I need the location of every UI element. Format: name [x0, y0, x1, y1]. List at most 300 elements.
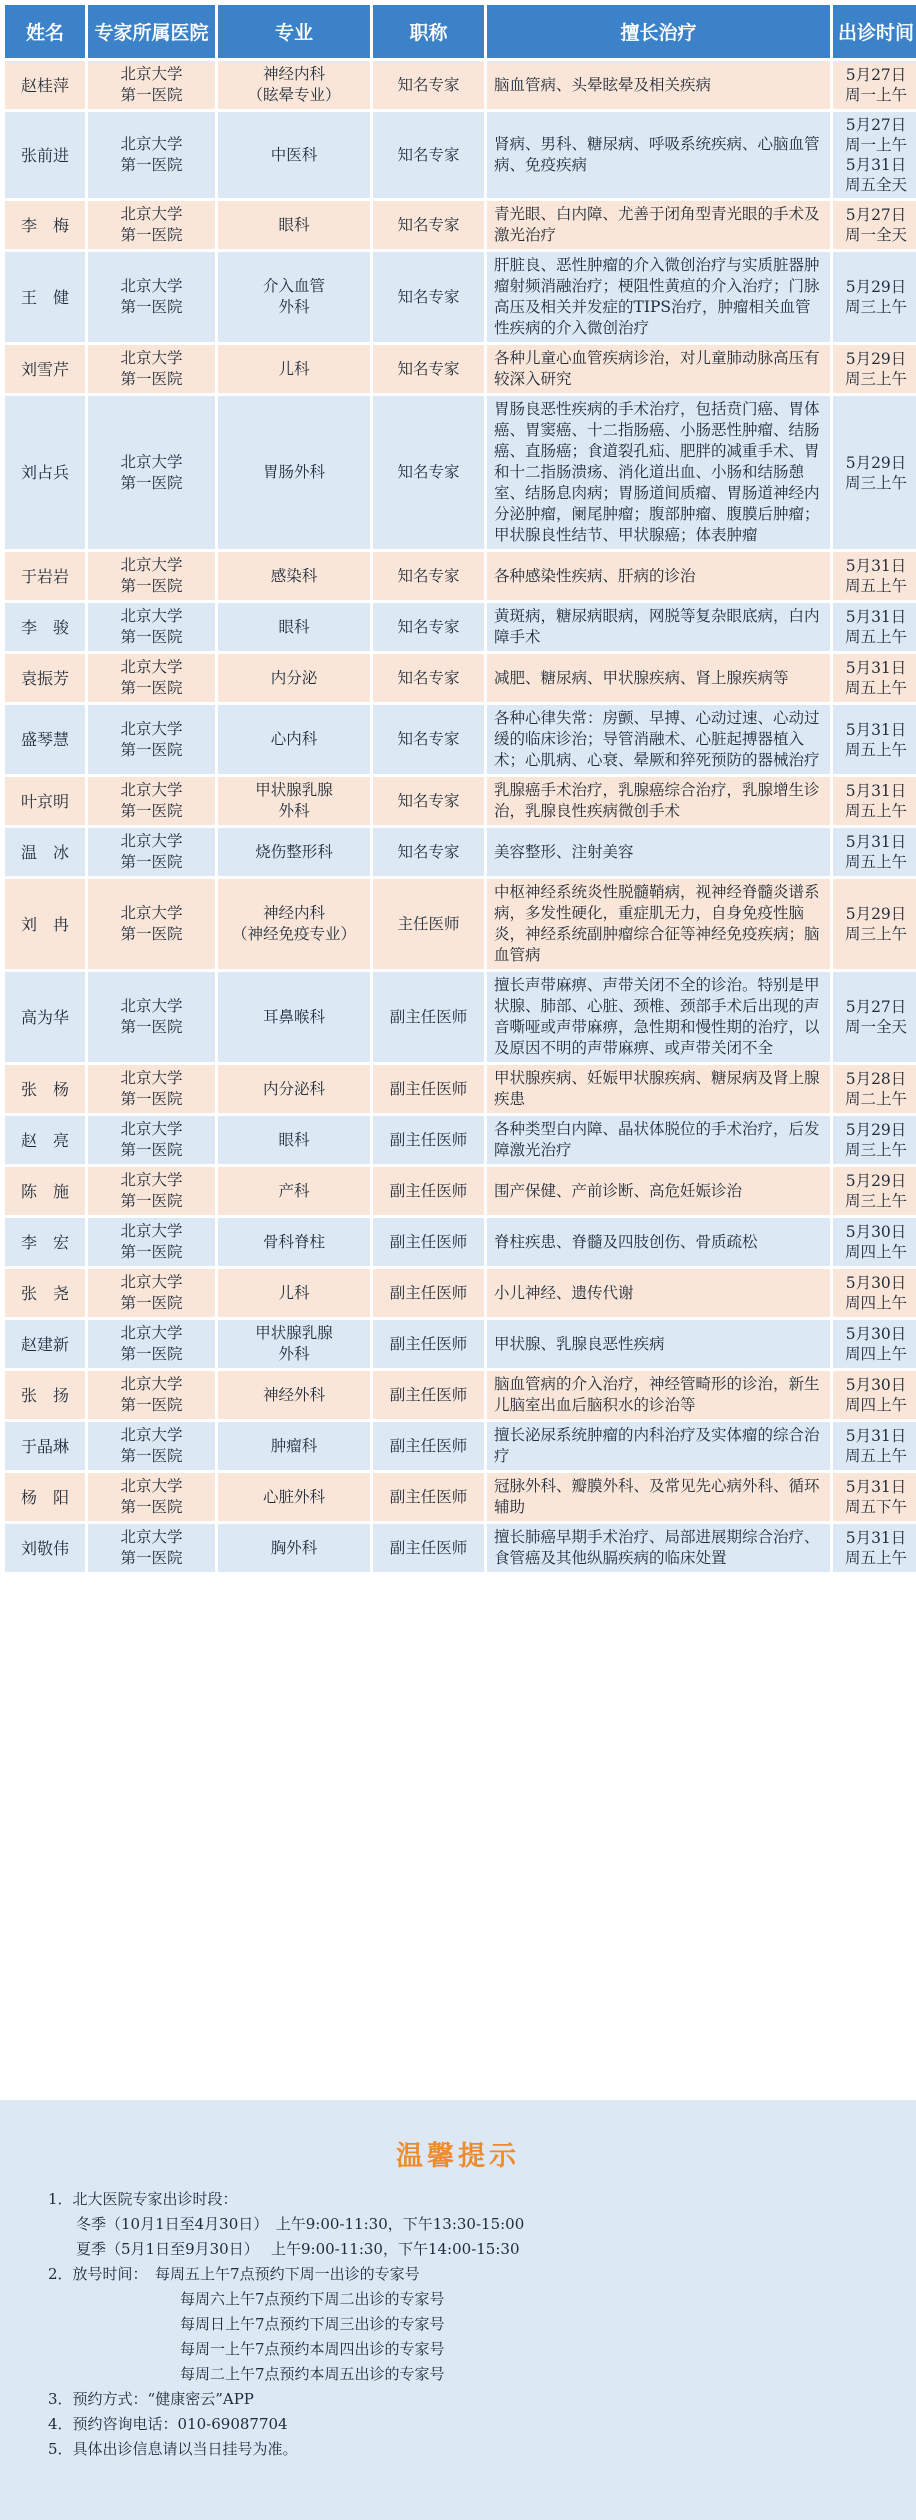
specialty-cell [218, 1371, 370, 1419]
time-cell [833, 879, 916, 969]
title-cell: 知名专家 [373, 112, 484, 198]
specialty-cell [218, 396, 370, 549]
expertise-cell: 胃肠良恶性疾病的手术治疗，包括贲门癌、胃体癌、胃窦癌、十二指肠癌、小肠恶性肿瘤、结肠癌、直肠癌；食道裂孔疝、肥胖的减重手术、胃和十二指肠溃疡、消化道出血、小肠和结肠憩室、结肠息肉病；胃肠道间质瘤、胃肠道神经内分泌肿瘤，阑尾肿瘤；腹部肿瘤、腹膜后肿瘤；甲状腺良性结节、甲状腺癌；体表肿瘤 [487, 396, 830, 549]
hospital-cell-line: 北京大学 [120, 1375, 183, 1393]
hospital-cell-line: 北京大学 [120, 1171, 183, 1189]
doctor-name: 李 骏 [5, 603, 85, 651]
time-cell-line: 5月31日 [845, 608, 907, 626]
time-cell-line: 5月31日 [845, 782, 907, 800]
time-cell [833, 61, 916, 109]
time-cell-line: 5月27日 [845, 998, 907, 1016]
doctor-name: 张 杨 [5, 1065, 85, 1113]
doctor-name: 张前进 [5, 112, 85, 198]
expertise-cell: 各种感染性疾病、肝病的诊治 [487, 552, 830, 600]
doctor-name: 刘占兵 [5, 396, 85, 549]
time-cell [833, 603, 916, 651]
hospital-cell [88, 1116, 215, 1164]
hospital-cell-line: 北京大学 [120, 658, 183, 676]
time-cell-line: 5月31日 [845, 659, 907, 677]
table-row [5, 1371, 916, 1419]
hospital-cell-line: 第一医院 [120, 86, 183, 104]
time-cell-line: 5月30日 [845, 1325, 907, 1343]
title-cell: 知名专家 [373, 705, 484, 774]
time-cell-line: 周四上午 [844, 1396, 907, 1414]
hospital-cell-line: 第一医院 [120, 577, 183, 595]
expertise-cell: 擅长肺癌早期手术治疗、局部进展期综合治疗、食管癌及其他纵膈疾病的临床处置 [487, 1524, 830, 1572]
hospital-cell-line: 北京大学 [120, 135, 183, 153]
tip-item-1: 1．北大医院专家出诊时段： [48, 2190, 238, 2208]
expertise-cell: 青光眼、白内障、尤善于闭角型青光眼的手术及激光治疗 [487, 201, 830, 249]
table-row [5, 1422, 916, 1470]
time-cell-line: 周四上午 [844, 1345, 907, 1363]
hospital-cell [88, 1269, 215, 1317]
time-cell-line: 周五上午 [844, 853, 907, 871]
doctor-name: 温 冰 [5, 828, 85, 876]
time-cell-line: 5月29日 [845, 350, 907, 368]
table-row [5, 396, 916, 549]
table-row [5, 345, 916, 393]
tip-release-line: 每周二上午7点预约本周五出诊的专家号 [180, 2365, 445, 2383]
hospital-cell [88, 705, 215, 774]
time-cell-line: 5月31日 [845, 1478, 907, 1496]
hospital-cell-line: 第一医院 [120, 1396, 183, 1414]
title-cell: 副主任医师 [373, 1320, 484, 1368]
doctor-name: 于岩岩 [5, 552, 85, 600]
hospital-cell [88, 1473, 215, 1521]
specialty-cell [218, 777, 370, 825]
specialty-cell-line: 眼科 [278, 617, 310, 636]
hospital-cell [88, 879, 215, 969]
tip-item-5: 5．具体出诊信息请以当日挂号为准。 [48, 2440, 298, 2458]
specialty-cell [218, 972, 370, 1062]
hospital-cell [88, 112, 215, 198]
specialty-cell-line: 胃肠外科 [262, 463, 325, 481]
time-cell [833, 1473, 916, 1521]
expertise-cell: 中枢神经系统炎性脱髓鞘病，视神经脊髓炎谱系病，多发性硬化，重症肌无力，自身免疫性脑炎，神经系统副肿瘤综合征等神经免疫疾病；脑血管病 [487, 879, 830, 969]
header-expertise: 擅长治疗 [487, 5, 830, 58]
specialty-cell [218, 1422, 370, 1470]
expertise-cell: 各种类型白内障、晶状体脱位的手术治疗，后发障激光治疗 [487, 1116, 830, 1164]
time-cell-line: 周五上午 [844, 1447, 907, 1465]
specialty-cell [218, 879, 370, 969]
hospital-cell-line: 第一医院 [120, 1549, 183, 1567]
expertise-cell: 黄斑病，糖尿病眼病，网脱等复杂眼底病，白内障手术 [487, 603, 830, 651]
specialty-cell-line: 骨科脊柱 [262, 1232, 325, 1251]
specialty-cell-line: 儿科 [278, 359, 310, 378]
time-cell-line: 5月31日 [845, 557, 907, 575]
hospital-cell-line: 第一医院 [120, 740, 183, 759]
specialty-cell-line: 心内科 [270, 730, 318, 748]
hospital-cell [88, 603, 215, 651]
table-header-row [5, 5, 916, 58]
hospital-cell [88, 777, 215, 825]
specialty-cell [218, 1167, 370, 1215]
specialty-cell-line: 烧伤整形科 [255, 842, 333, 861]
expertise-cell: 脊柱疾患、脊髓及四肢创伤、骨质疏松 [487, 1218, 830, 1266]
table-body [5, 61, 916, 1572]
time-cell-line: 周五上午 [844, 577, 907, 595]
table-row [5, 1218, 916, 1266]
specialty-cell [218, 1320, 370, 1368]
hospital-cell-line: 北京大学 [120, 1273, 183, 1291]
time-cell-line: 5月29日 [845, 1172, 907, 1190]
doctor-name: 陈 施 [5, 1167, 85, 1215]
hospital-cell-line: 第一医院 [120, 473, 183, 492]
table-row [5, 1269, 916, 1317]
doctor-name: 刘 冉 [5, 879, 85, 969]
time-cell-line: 周三上午 [844, 1141, 907, 1159]
time-cell [833, 201, 916, 249]
expertise-cell: 美容整形、注射美容 [487, 828, 830, 876]
table-row [5, 603, 916, 651]
hospital-cell-line: 第一医院 [120, 802, 183, 820]
expertise-cell: 围产保健、产前诊断、高危妊娠诊治 [487, 1167, 830, 1215]
title-cell: 知名专家 [373, 61, 484, 109]
title-cell: 知名专家 [373, 828, 484, 876]
hospital-cell-line: 第一医院 [120, 156, 183, 174]
doctor-name: 赵桂萍 [5, 61, 85, 109]
specialty-cell-line: 外科 [278, 1345, 310, 1363]
table-row [5, 1167, 916, 1215]
tip-summer-hours: 夏季（5月1日至9月30日） 上午9:00-11:30，下午14:00-15:30 [76, 2240, 520, 2258]
title-cell: 知名专家 [373, 603, 484, 651]
doctor-name: 袁振芳 [5, 654, 85, 702]
time-cell-line: 5月30日 [845, 1223, 907, 1241]
doctor-name: 李 梅 [5, 201, 85, 249]
hospital-cell [88, 396, 215, 549]
time-cell [833, 1065, 916, 1113]
hospital-cell-line: 北京大学 [120, 904, 183, 922]
tip-release-line: 每周六上午7点预约下周二出诊的专家号 [180, 2290, 445, 2308]
title-cell: 副主任医师 [373, 1422, 484, 1470]
table-row [5, 1524, 916, 1572]
doctor-name: 张 扬 [5, 1371, 85, 1419]
time-cell-line: 周五上午 [844, 628, 907, 646]
header-hospital: 专家所属医院 [88, 5, 215, 58]
hospital-cell-line: 北京大学 [120, 607, 183, 625]
time-cell-line: 周五下午 [844, 1498, 907, 1516]
expertise-cell: 甲状腺疾病、妊娠甲状腺疾病、糖尿病及肾上腺疾患 [487, 1065, 830, 1113]
specialty-cell-line: 产科 [278, 1181, 310, 1200]
doctor-name: 刘敬伟 [5, 1524, 85, 1572]
expertise-cell: 各种心律失常：房颤、早搏、心动过速、心动过缓的临床诊治；导管消融术、心脏起搏器植入术；心肌病、心衰、晕厥和猝死预防的器械治疗 [487, 705, 830, 774]
time-cell-line: 周三上午 [844, 925, 907, 943]
hospital-cell-line: 北京大学 [120, 277, 183, 295]
time-cell-line: 周五上午 [844, 679, 907, 697]
specialty-cell [218, 1269, 370, 1317]
time-cell-line: 周一全天 [844, 1018, 907, 1036]
expertise-cell: 擅长泌尿系统肿瘤的内科治疗及实体瘤的综合治疗 [487, 1422, 830, 1470]
hospital-cell [88, 1320, 215, 1368]
hospital-cell [88, 552, 215, 600]
hospital-cell [88, 1065, 215, 1113]
table-row [5, 61, 916, 109]
title-cell: 副主任医师 [373, 1524, 484, 1572]
specialty-cell-line: 外科 [278, 298, 310, 316]
hospital-cell-line: 北京大学 [120, 65, 183, 83]
hospital-cell [88, 1524, 215, 1572]
hospital-cell-line: 北京大学 [120, 997, 183, 1015]
time-cell [833, 1371, 916, 1419]
specialty-cell [218, 252, 370, 342]
hospital-cell [88, 972, 215, 1062]
hospital-cell [88, 252, 215, 342]
expertise-cell: 小儿神经、遗传代谢 [487, 1269, 830, 1317]
hospital-cell-line: 北京大学 [120, 349, 183, 367]
specialty-cell-line: 内分泌科 [262, 1079, 325, 1098]
title-cell: 知名专家 [373, 654, 484, 702]
hospital-cell-line: 北京大学 [120, 1477, 183, 1495]
tips-body [0, 2187, 916, 2462]
doctor-name: 王 健 [5, 252, 85, 342]
specialty-cell-line: 甲状腺乳腺 [255, 1324, 333, 1342]
title-cell: 知名专家 [373, 552, 484, 600]
doctor-name: 高为华 [5, 972, 85, 1062]
table-row [5, 705, 916, 774]
specialty-cell [218, 1473, 370, 1521]
doctor-name: 张 尧 [5, 1269, 85, 1317]
time-cell-line: 周四上午 [844, 1294, 907, 1312]
table-row [5, 201, 916, 249]
specialty-cell-line: 耳鼻喉科 [262, 1007, 325, 1026]
tip-release-line: 每周一上午7点预约本周四出诊的专家号 [180, 2340, 445, 2358]
time-cell-line: 5月31日 [845, 833, 907, 851]
hospital-cell [88, 654, 215, 702]
hospital-cell-line: 北京大学 [120, 832, 183, 850]
specialty-cell [218, 603, 370, 651]
table-row [5, 828, 916, 876]
specialty-cell-line: 心脏外科 [262, 1487, 325, 1506]
hospital-cell [88, 61, 215, 109]
hospital-cell-line: 北京大学 [120, 1528, 183, 1546]
specialty-cell-line: 神经外科 [262, 1385, 325, 1404]
time-cell-line: 5月31日 [845, 1427, 907, 1445]
hospital-cell-line: 第一医院 [120, 298, 183, 316]
specialty-cell [218, 345, 370, 393]
hospital-cell-line: 北京大学 [120, 205, 183, 223]
time-cell-line: 周五全天 [844, 176, 907, 194]
time-cell [833, 396, 916, 549]
specialty-cell-line: 眼科 [278, 215, 310, 234]
table-row [5, 972, 916, 1062]
expertise-cell: 擅长声带麻痹、声带关闭不全的诊治。特别是甲状腺、肺部、心脏、颈椎、颈部手术后出现的声音嘶哑或声带麻痹，急性期和慢性期的治疗，以及原因不明的声带麻痹、或声带关闭不全 [487, 972, 830, 1062]
title-cell: 副主任医师 [373, 1065, 484, 1113]
hospital-cell-line: 第一医院 [120, 1345, 183, 1363]
specialty-cell-line: 胸外科 [270, 1538, 318, 1557]
time-cell [833, 1269, 916, 1317]
time-cell [833, 1422, 916, 1470]
time-cell [833, 1524, 916, 1572]
time-cell [833, 972, 916, 1062]
doctor-name: 叶京明 [5, 777, 85, 825]
hospital-cell [88, 1218, 215, 1266]
time-cell-line: 5月28日 [845, 1070, 907, 1088]
expertise-cell: 肾病、男科、糖尿病、呼吸系统疾病、心脑血管病、免疫疾病 [487, 112, 830, 198]
expertise-cell: 肝脏良、恶性肿瘤的介入微创治疗与实质脏器肿瘤射频消融治疗；梗阻性黄疸的介入治疗；门脉高压及相关并发症的TIPS治疗，肿瘤相关血管性疾病的介入微创治疗 [487, 252, 830, 342]
title-cell: 副主任医师 [373, 1473, 484, 1521]
hospital-cell-line: 第一医院 [120, 1018, 183, 1036]
expertise-cell: 冠脉外科、瓣膜外科、及常见先心病外科、循环辅助 [487, 1473, 830, 1521]
time-cell-line: 周三上午 [844, 298, 907, 316]
specialty-cell [218, 112, 370, 198]
hospital-cell-line: 北京大学 [120, 1069, 183, 1087]
time-cell-line: 5月27日 [845, 116, 907, 134]
time-cell-line: 周五上午 [844, 802, 907, 820]
tip-release-line: 每周日上午7点预约下周三出诊的专家号 [180, 2315, 445, 2333]
specialty-cell-line: 内分泌 [270, 668, 318, 687]
header-name: 姓名 [5, 5, 85, 58]
specialty-cell-line: 肿瘤科 [270, 1436, 318, 1455]
hospital-cell [88, 1371, 215, 1419]
table-row [5, 654, 916, 702]
specialty-cell-line: 介入血管 [262, 277, 325, 295]
hospital-cell-line: 北京大学 [120, 781, 183, 799]
time-cell-line: 周一全天 [844, 226, 907, 244]
hospital-cell-line: 第一医院 [120, 1294, 183, 1312]
hospital-cell-line: 第一医院 [120, 1243, 183, 1261]
table-row [5, 1473, 916, 1521]
hospital-cell [88, 1167, 215, 1215]
specialty-cell-line: 儿科 [278, 1283, 310, 1302]
specialty-cell [218, 1116, 370, 1164]
hospital-cell-line: 第一医院 [120, 1192, 183, 1210]
time-cell-line: 周三上午 [844, 473, 907, 492]
header-title: 职称 [373, 5, 484, 58]
specialty-cell [218, 1065, 370, 1113]
time-cell-line: 5月29日 [845, 453, 907, 472]
hospital-cell-line: 第一医院 [120, 1141, 183, 1159]
time-cell [833, 252, 916, 342]
doctor-name: 赵建新 [5, 1320, 85, 1368]
header-time: 出诊时间 [833, 5, 916, 58]
table-row [5, 1065, 916, 1113]
time-cell [833, 1320, 916, 1368]
title-cell: 副主任医师 [373, 972, 484, 1062]
specialty-cell-line: （眩晕专业） [247, 86, 341, 104]
time-cell-line: 周三上午 [844, 1192, 907, 1210]
title-cell: 知名专家 [373, 252, 484, 342]
hospital-cell-line: 北京大学 [120, 452, 183, 471]
specialty-cell-line: 神经内科 [262, 904, 325, 922]
hospital-cell-line: 北京大学 [120, 719, 183, 738]
title-cell: 副主任医师 [373, 1218, 484, 1266]
hospital-cell [88, 345, 215, 393]
time-cell [833, 1167, 916, 1215]
title-cell: 副主任医师 [373, 1371, 484, 1419]
time-cell [833, 654, 916, 702]
hospital-cell [88, 201, 215, 249]
hospital-cell-line: 第一医院 [120, 1447, 183, 1465]
time-cell-line: 周二上午 [844, 1090, 907, 1108]
time-cell-line: 5月29日 [845, 278, 907, 296]
hospital-cell-line: 第一医院 [120, 226, 183, 244]
time-cell-line: 5月31日 [845, 720, 907, 739]
header-specialty: 专业 [218, 5, 370, 58]
tip-winter-hours: 冬季（10月1日至4月30日） 上午9:00-11:30，下午13:30-15:00 [76, 2215, 525, 2233]
time-cell-line: 5月30日 [845, 1376, 907, 1394]
title-cell: 副主任医师 [373, 1167, 484, 1215]
time-cell-line: 5月29日 [845, 905, 907, 923]
time-cell-line: 5月27日 [845, 206, 907, 224]
specialty-cell-line: 甲状腺乳腺 [255, 781, 333, 799]
doctor-name: 于晶琳 [5, 1422, 85, 1470]
specialty-cell-line: 神经内科 [262, 65, 325, 83]
table-row [5, 112, 916, 198]
time-cell-line: 周三上午 [844, 370, 907, 388]
table-row [5, 1116, 916, 1164]
hospital-cell-line: 北京大学 [120, 1120, 183, 1138]
title-cell: 知名专家 [373, 396, 484, 549]
hospital-cell-line: 第一医院 [120, 370, 183, 388]
title-cell: 副主任医师 [373, 1116, 484, 1164]
time-cell-line: 周一上午 [844, 86, 907, 104]
specialty-cell [218, 61, 370, 109]
hospital-cell-line: 北京大学 [120, 556, 183, 574]
tip-item-3: 3．预约方式：“健康密云”APP [48, 2390, 254, 2408]
time-cell-line: 周五上午 [844, 740, 907, 759]
time-cell [833, 1116, 916, 1164]
tip-item-4: 4．预约咨询电话：010-69087704 [48, 2415, 288, 2433]
hospital-cell-line: 第一医院 [120, 925, 183, 943]
hospital-cell-line: 北京大学 [120, 1222, 183, 1240]
hospital-cell-line: 第一医院 [120, 853, 183, 871]
table-row [5, 879, 916, 969]
doctor-name: 盛琴慧 [5, 705, 85, 774]
tips-title: 温馨提示 [396, 2141, 520, 2172]
time-cell-line: 5月29日 [845, 1121, 907, 1139]
expert-schedule-table [2, 2, 916, 1575]
doctor-name: 杨 阳 [5, 1473, 85, 1521]
time-cell-line: 5月31日 [845, 1529, 907, 1547]
hospital-cell-line: 第一医院 [120, 628, 183, 646]
title-cell: 知名专家 [373, 777, 484, 825]
doctor-name: 刘雪芹 [5, 345, 85, 393]
specialty-cell [218, 1524, 370, 1572]
expertise-cell: 脑血管病的介入治疗，神经管畸形的诊治，新生儿脑室出血后脑积水的诊治等 [487, 1371, 830, 1419]
expertise-cell: 减肥、糖尿病、甲状腺疾病、肾上腺疾病等 [487, 654, 830, 702]
specialty-cell [218, 201, 370, 249]
title-cell: 知名专家 [373, 201, 484, 249]
time-cell [833, 552, 916, 600]
specialty-cell-line: 眼科 [278, 1130, 310, 1149]
hospital-cell-line: 北京大学 [120, 1324, 183, 1342]
time-cell [833, 705, 916, 774]
time-cell-line: 周四上午 [844, 1243, 907, 1261]
table-row [5, 1320, 916, 1368]
title-cell: 副主任医师 [373, 1269, 484, 1317]
table-row [5, 252, 916, 342]
hospital-cell-line: 第一医院 [120, 1090, 183, 1108]
tip-item-2: 2．放号时间： 每周五上午7点预约下周一出诊的专家号 [48, 2265, 420, 2283]
time-cell [833, 828, 916, 876]
specialty-cell [218, 654, 370, 702]
hospital-cell [88, 828, 215, 876]
specialty-cell-line: 中医科 [270, 145, 318, 164]
title-cell: 主任医师 [373, 879, 484, 969]
time-cell-line: 5月31日 [845, 156, 907, 174]
hospital-cell [88, 1422, 215, 1470]
time-cell-line: 周一上午 [844, 136, 907, 154]
time-cell [833, 112, 916, 198]
hospital-cell-line: 北京大学 [120, 1426, 183, 1444]
expertise-cell: 乳腺癌手术治疗，乳腺癌综合治疗，乳腺增生诊治，乳腺良性疾病微创手术 [487, 777, 830, 825]
hospital-cell-line: 第一医院 [120, 1498, 183, 1516]
table-row [5, 777, 916, 825]
doctor-name: 李 宏 [5, 1218, 85, 1266]
doctor-name: 赵 亮 [5, 1116, 85, 1164]
tips-panel [0, 2100, 916, 2520]
specialty-cell [218, 1218, 370, 1266]
